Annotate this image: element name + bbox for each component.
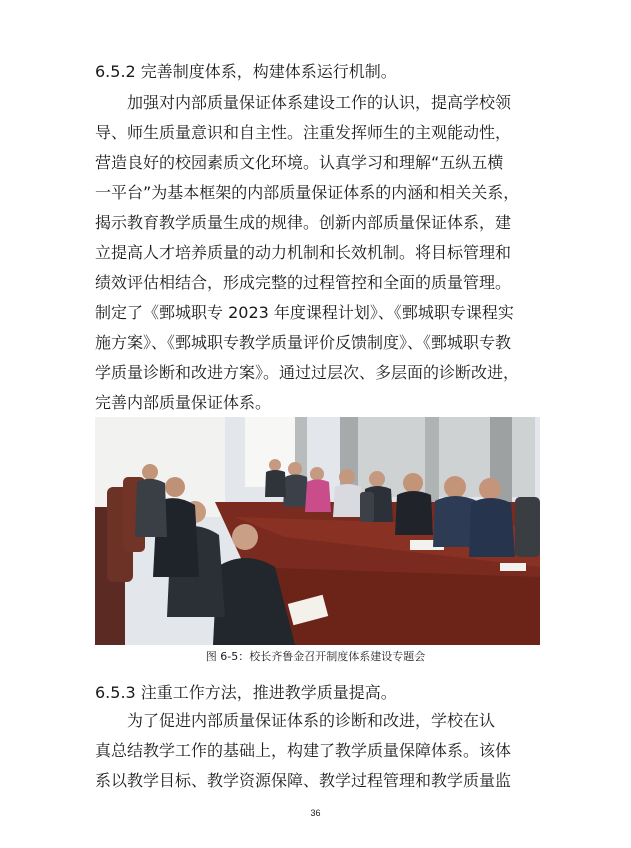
paragraph-line: 加强对内部质量保证体系建设工作的认识，提高学校领 — [127, 93, 512, 112]
paragraph-line: 揭示教育教学质量生成的规律。创新内部质量保证体系，建 — [95, 213, 512, 232]
paragraph-line: 一平台”为基本框架的内部质量保证体系的内涵和相关关系， — [95, 183, 520, 202]
meeting-photo — [95, 417, 540, 645]
paragraph-line: 完善内部质量保证体系。 — [95, 393, 272, 412]
section-heading-6-5-2: 6.5.2 完善制度体系，构建体系运行机制。 — [95, 62, 397, 81]
figure-caption: 图 6-5：校长齐鲁金召开制度体系建设专题会 — [205, 650, 426, 663]
paragraph-line: 施方案》、《鄄城职专教学质量评价反馈制度》、《鄄城职专教 — [95, 333, 512, 352]
section-heading-6-5-3: 6.5.3 注重工作方法，推进教学质量提高。 — [95, 683, 397, 702]
paragraph-line: 立提高人才培养质量的动力机制和长效机制。将目标管理和 — [95, 243, 512, 262]
paragraph-line: 制定了《鄄城职专 2023 年度课程计划》、《鄄城职专课程实 — [95, 303, 514, 322]
paragraph-line: 系以教学目标、教学资源保障、教学过程管理和教学质量监 — [95, 771, 512, 790]
paragraph-line: 营造良好的校园素质文化环境。认真学习和理解“五纵五横 — [95, 153, 504, 172]
paragraph-line: 导、师生质量意识和自主性。注重发挥师生的主观能动性， — [95, 123, 512, 142]
paragraph-6-5-2 — [95, 88, 543, 418]
paragraph-line: 为了促进内部质量保证体系的诊断和改进，学校在认 — [127, 711, 496, 730]
paragraph-6-5-3 — [95, 706, 543, 796]
paragraph-line: 绩效评估相结合，形成完整的过程管控和全面的质量管理。 — [95, 273, 512, 292]
paragraph-line: 真总结教学工作的基础上，构建了教学质量保障体系。该体 — [95, 741, 512, 760]
page-number: 36 — [310, 808, 321, 818]
paragraph-line: 学质量诊断和改进方案》。通过过层次、多层面的诊断改进， — [95, 363, 520, 382]
